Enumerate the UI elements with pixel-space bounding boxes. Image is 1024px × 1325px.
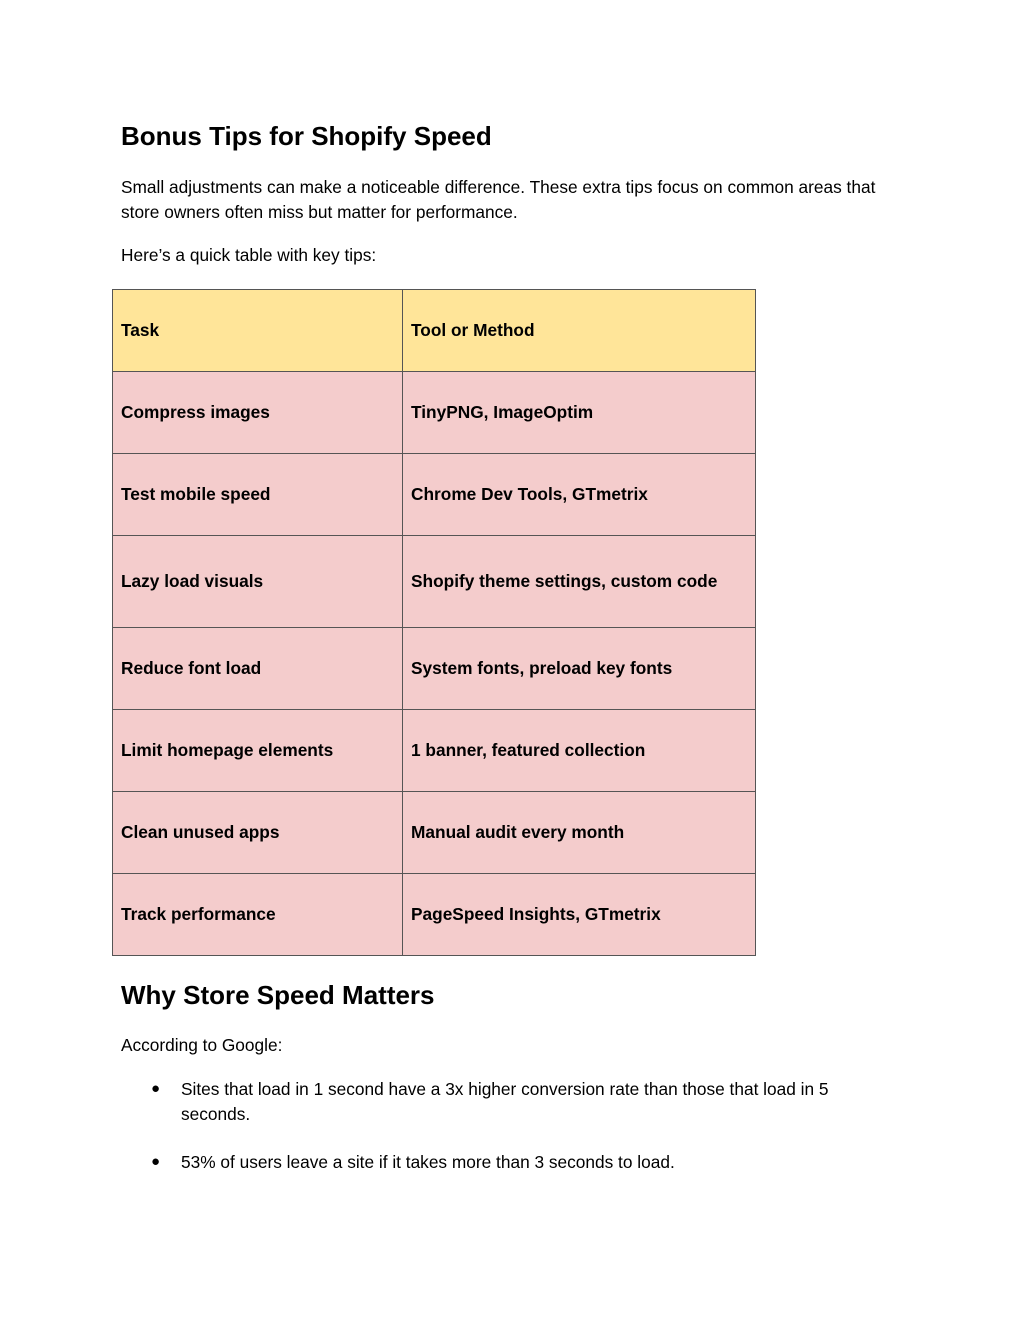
table-cell-task: Limit homepage elements — [113, 710, 403, 792]
table-cell-tool: Manual audit every month — [403, 792, 756, 874]
bullet-list — [121, 1077, 881, 1199]
table-cell-task: Test mobile speed — [113, 454, 403, 536]
list-item-text: 53% of users leave a site if it takes more than 3 seconds to load. — [181, 1152, 675, 1172]
tips-table — [112, 289, 756, 956]
table-row — [113, 874, 756, 956]
table-cell-tool: System fonts, preload key fonts — [403, 628, 756, 710]
table-header-task: Task — [113, 290, 403, 372]
section-heading-store-speed: Why Store Speed Matters — [121, 980, 435, 1010]
google-lead-paragraph: According to Google: — [121, 1035, 283, 1055]
table-header-tool: Tool or Method — [403, 290, 756, 372]
table-row — [113, 372, 756, 454]
table-cell-task: Compress images — [113, 372, 403, 454]
table-row — [113, 628, 756, 710]
table-row — [113, 454, 756, 536]
table-header-row — [113, 290, 756, 372]
intro-paragraph: Small adjustments can make a noticeable difference. These extra tips focus on common areas that store owners often miss but matter for performance. — [121, 177, 876, 222]
table-cell-tool: Chrome Dev Tools, GTmetrix — [403, 454, 756, 536]
table-cell-task: Reduce font load — [113, 628, 403, 710]
list-item-text: Sites that load in 1 second have a 3x higher conversion rate than those that load in 5 seconds. — [181, 1079, 829, 1124]
bullet-icon: ● — [151, 1080, 161, 1097]
section-heading-bonus-tips: Bonus Tips for Shopify Speed — [121, 121, 492, 151]
list-item — [121, 1077, 881, 1126]
table-cell-task: Track performance — [113, 874, 403, 956]
table-row — [113, 792, 756, 874]
table-lead-paragraph: Here’s a quick table with key tips: — [121, 245, 377, 265]
list-item — [121, 1150, 881, 1175]
table-row — [113, 536, 756, 628]
table-cell-tool: PageSpeed Insights, GTmetrix — [403, 874, 756, 956]
table-row — [113, 710, 756, 792]
table-cell-task: Clean unused apps — [113, 792, 403, 874]
table-cell-tool: TinyPNG, ImageOptim — [403, 372, 756, 454]
table-cell-tool: 1 banner, featured collection — [403, 710, 756, 792]
table-cell-tool: Shopify theme settings, custom code — [403, 536, 756, 628]
bullet-icon: ● — [151, 1153, 161, 1170]
table-cell-task: Lazy load visuals — [113, 536, 403, 628]
